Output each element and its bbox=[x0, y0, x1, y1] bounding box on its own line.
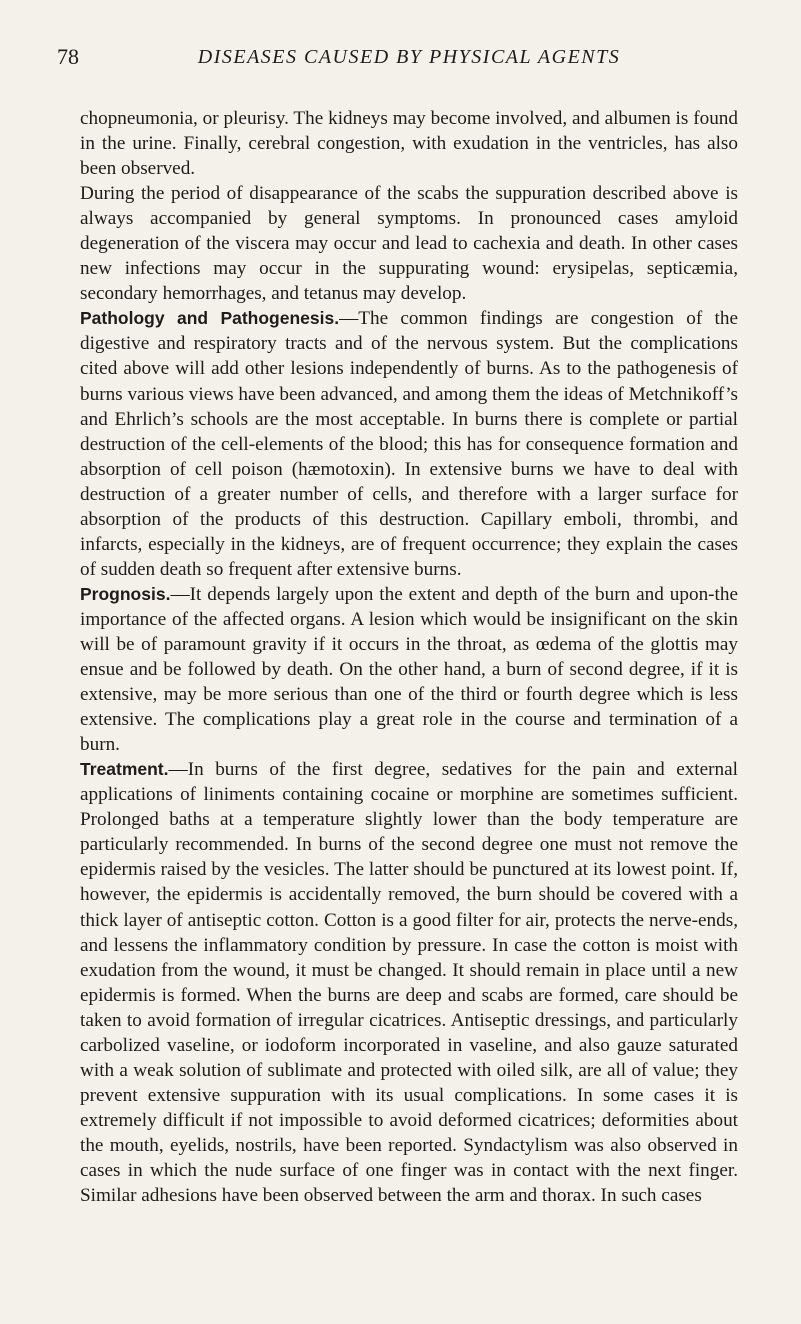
paragraph-continuation bbox=[80, 106, 738, 181]
paragraph-text: During the period of disappearance of the scabs the suppuration described above is always accompanied by general symptoms. In pronounced cases amyloid degeneration of the viscera may occur and lead to cachexia and death. In other cases new infections may occur in the suppurating wound: erysipelas, septicæmia, secondary hemorrhages, and tetanus may develop. bbox=[80, 183, 738, 305]
running-header bbox=[57, 42, 738, 72]
paragraph-text: —In burns of the first degree, sedatives for the pain and external applications of liniments containing cocaine or morphine are sometimes sufficient. Prolonged baths at a temperature slightly lower than the body temperature are particularly recommended. In burns of the second degree one must not remove the epidermis raised by the vesicles. The latter should be punctured at its lowest point. If, however, the epidermis is accidentally removed, the burn should be covered with a thick layer of antiseptic cotton. Cotton is a good filter for air, protects the nerve-ends, and lessens the inflammatory condition by pressure. In case the cotton is moist with exudation from the wound, it must be changed. It should remain in place until a new epidermis is formed. When the burns are deep and scabs are formed, care should be taken to avoid formation of irregular cicatrices. Antiseptic dressings, and particularly carbolized vaseline, or iodoform incorporated in vaseline, and also gauze saturated with a weak solution of sublimate and protected with oiled silk, are all of value; they prevent extensive suppuration with its usual complications. In some cases it is extremely difficult if not impossible to avoid deformed cicatrices; deformities about the mouth, eyelids, nostrils, have been reported. Syndactylism was also observed in cases in which the nude surface of one finger was in contact with the next finger. Similar adhesions have been observed between the arm and thorax. In such cases bbox=[80, 759, 738, 1207]
paragraph-pathology bbox=[80, 306, 738, 582]
paragraph-text: —The common findings are congestion of the digestive and respiratory tracts and of the nervous system. But the complications cited above will add other lesions independently of burns. As to the pathogenesis of burns various views have been advanced, and among them the ideas of Metchnikoff’s and Ehrlich’s schools are the most acceptable. In burns there is complete or partial destruction of the cell-elements of the blood; this has for consequence formation and absorption of cell poison (hæmotoxin). In extensive burns we have to deal with destruction of a greater number of cells, and therefore with a larger surface for absorption of the products of this destruction. Capillary emboli, thrombi, and infarcts, especially in the kidneys, are of frequent occurrence; they explain the cases of sudden death so frequent after extensive burns. bbox=[80, 308, 738, 580]
running-title: DISEASES CAUSED BY PHYSICAL AGENTS bbox=[197, 46, 621, 68]
paragraph-scabs bbox=[80, 181, 738, 306]
section-heading-prognosis: Prognosis. bbox=[80, 583, 171, 604]
section-heading-pathology: Pathology and Pathogenesis. bbox=[80, 308, 340, 329]
page-number: 78 bbox=[57, 44, 79, 69]
paragraph-text: —It depends largely upon the extent and depth of the burn and upon-the importance of the affected organs. A lesion which would be insignificant on the skin will be of paramount gravity if it occurs in the throat, as œdema of the glottis may ensue and be followed by death. On the other hand, a burn of second degree, if it is extensive, may be more serious than one of the third or fourth degree which is less extensive. The complications play a great role in the course and termination of a burn. bbox=[80, 583, 738, 756]
paragraph-treatment bbox=[80, 757, 738, 1208]
paragraph-text: chopneumonia, or pleurisy. The kidneys may become involved, and albumen is found in the urine. Finally, cerebral congestion, with exudation in the ventricles, has also been observed. bbox=[80, 108, 738, 180]
body-text bbox=[80, 106, 738, 1208]
paragraph-prognosis bbox=[80, 582, 738, 757]
section-heading-treatment: Treatment. bbox=[80, 759, 169, 780]
